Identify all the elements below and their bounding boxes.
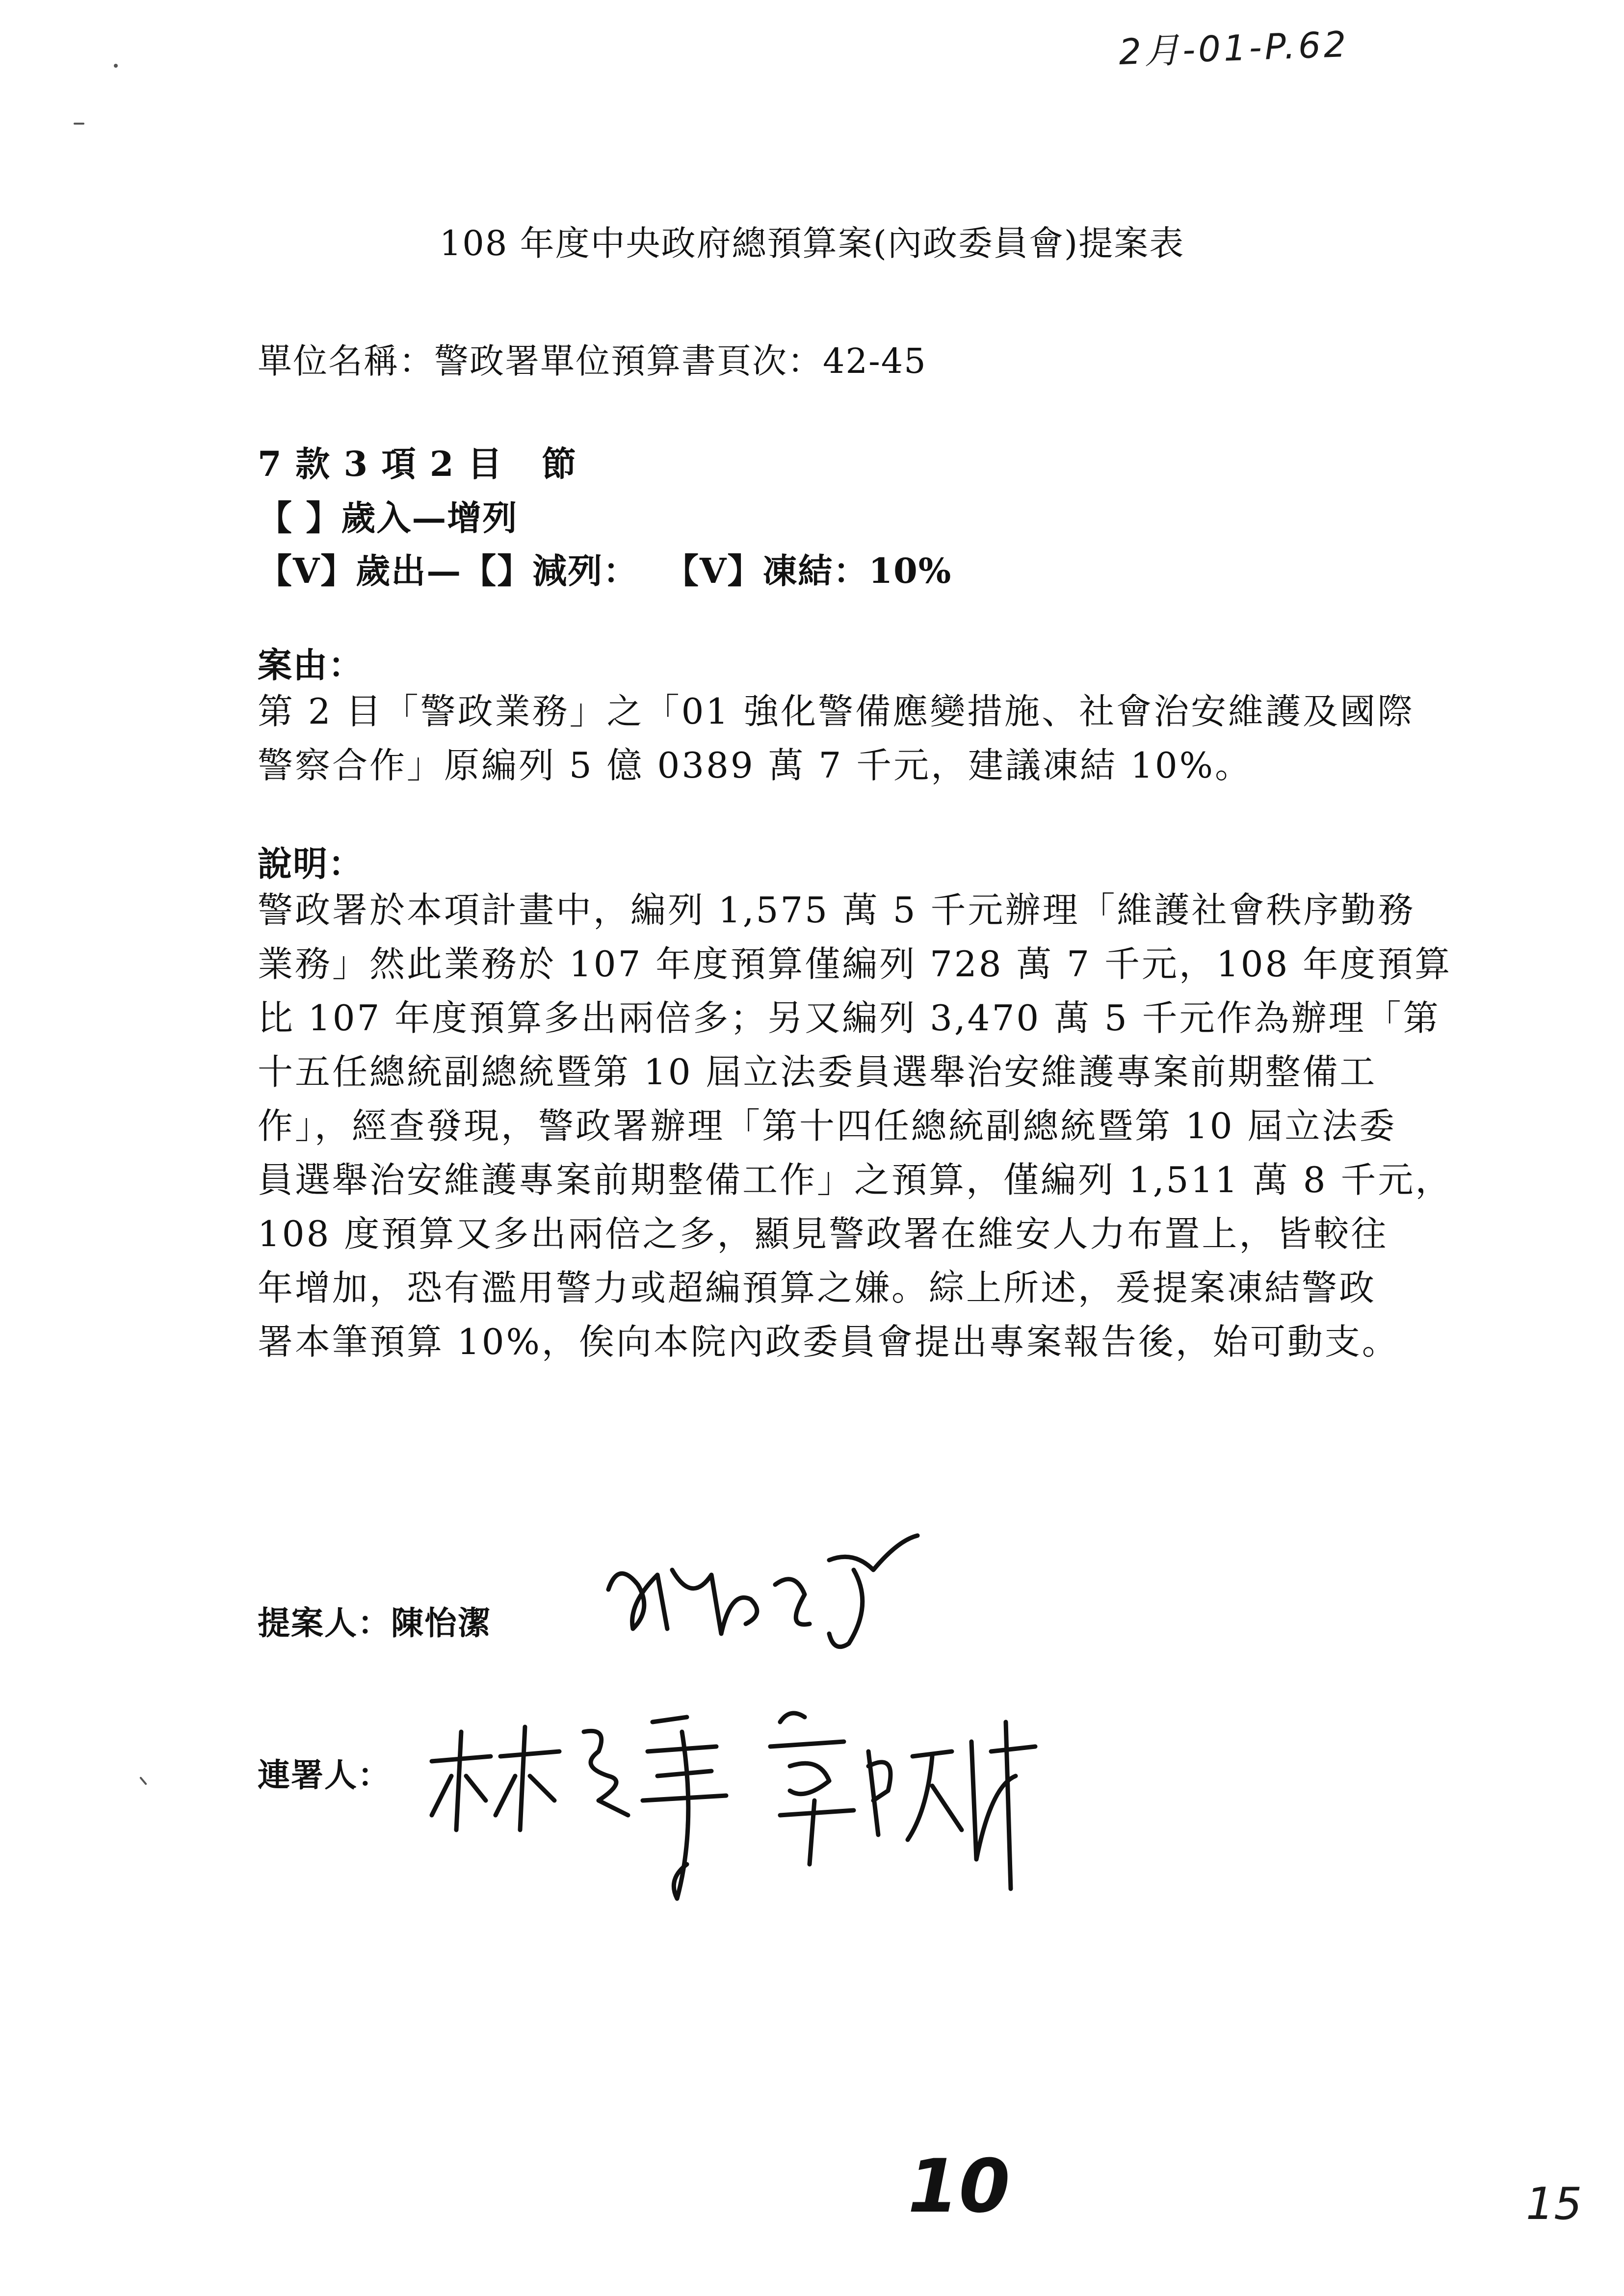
explanation-line: 十五任總統副總統暨第 10 屆立法委員選舉治安維護專案前期整備工 xyxy=(258,1051,1377,1093)
explanation-line: 署本筆預算 10%，俟向本院內政委員會提出專案報告後，始可動支。 xyxy=(258,1321,1399,1362)
reason-line: 警察合作」原編列 5 億 0389 萬 7 千元，建議凍結 10%。 xyxy=(258,745,1253,786)
explanation-paragraph xyxy=(258,883,1453,1369)
explanation-line: 年增加，恐有濫用警力或超編預算之嫌。綜上所述，爰提案凍結警政 xyxy=(258,1267,1377,1308)
explanation-line: 員選舉治安維護專案前期整備工作」之預算，僅編列 1,511 萬 8 千元， xyxy=(258,1159,1453,1200)
explanation-heading: 說明： xyxy=(258,843,364,884)
handwritten-note: 2月-01-P.62 xyxy=(1118,23,1350,73)
explanation-line: 作」，經查發現，警政署辦理「第十四任總統副總統暨第 10 屆立法委 xyxy=(258,1105,1397,1147)
page-number: 10 xyxy=(908,2144,1010,2229)
cosigners-label: 連署人： xyxy=(258,1756,391,1794)
cosigner-signature-1 xyxy=(422,1702,765,1908)
revenue-increase-line: 【 】歲入—增列 xyxy=(258,497,518,538)
corner-page-number: 15 xyxy=(1526,2178,1582,2230)
budget-classification: 7 款 3 項 2 目 節 xyxy=(258,444,577,484)
proposer-signature xyxy=(599,1531,942,1658)
cosigner-signature-2 xyxy=(760,1702,1055,1908)
explanation-line: 業務」然此業務於 107 年度預算僅編列 728 萬 7 千元，108 年度預算 xyxy=(258,943,1452,985)
explanation-line: 比 107 年度預算多出兩倍多；另又編列 3,470 萬 5 千元作為辦理「第 xyxy=(258,997,1441,1039)
explanation-line: 108 度預算又多出兩倍之多，顯見警政署在維安人力布置上，皆較往 xyxy=(258,1213,1388,1254)
reason-heading: 案由： xyxy=(258,645,364,685)
reason-line: 第 2 目「警政業務」之「01 強化警備應變措施、社會治安維護及國際 xyxy=(258,691,1415,732)
proposer-label: 提案人：陳怡潔 xyxy=(258,1604,491,1642)
expenditure-freeze-line: 【V】歲出—【】減列： 【V】凍結：10% xyxy=(258,550,952,591)
unit-line: 單位名稱：警政署單位預算書頁次：42-45 xyxy=(258,341,927,381)
scan-speck xyxy=(74,123,84,125)
document-title: 108 年度中央政府總預算案(內政委員會)提案表 xyxy=(439,223,1185,263)
reason-paragraph xyxy=(258,684,1415,792)
scan-speck xyxy=(114,64,118,68)
scan-speck xyxy=(139,1776,147,1785)
explanation-line: 警政署於本項計畫中，編列 1,575 萬 5 千元辦理「維護社會秩序勤務 xyxy=(258,889,1415,931)
